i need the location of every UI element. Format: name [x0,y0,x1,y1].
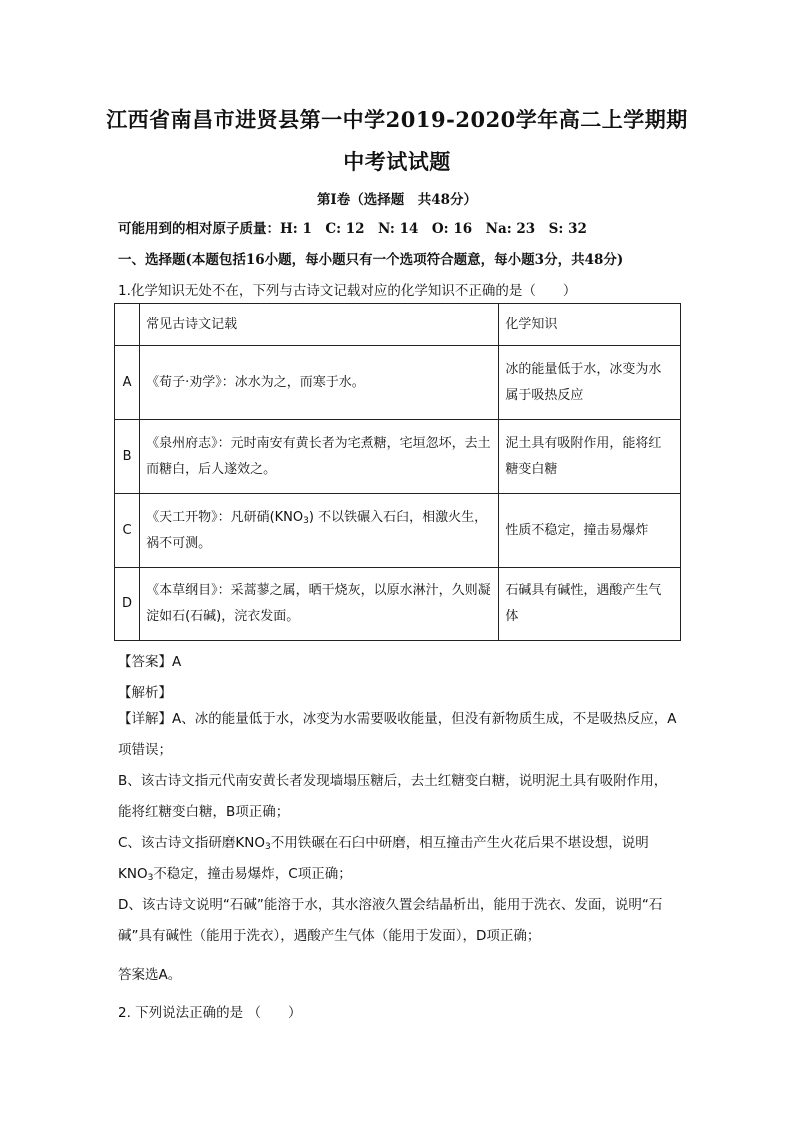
poem-cell: 《本草纲目》：采蒿蓼之属，晒干烧灰，以原水淋汁，久则凝淀如石(石碱)，浣衣发面。 [140,568,499,641]
table-row [115,494,681,568]
part-heading: 一、选择题(本题包括16小题，每小题只有一个选项符合题意，每小题3分，共48分) [118,252,624,268]
option-label: D [115,568,140,641]
page-title: 江西省南昌市进贤县第一中学2019-2020学年高二上学期期 [106,107,688,132]
option-label: A [115,346,140,420]
detail-c-text: C、该古诗文指研磨KNO [118,835,266,851]
knowledge-cell: 冰的能量低于水，冰变为水属于吸热反应 [499,346,681,420]
page-title-continued: 中考试试题 [343,149,451,174]
detail-c-text: 不用铁碾在石臼中研磨，相互撞击产生火花后果不堪设想，说明KNO [118,835,649,882]
table-header-cell [115,304,140,346]
poem-cell: 《荀子·劝学》：冰水为之，而寒于水。 [140,346,499,420]
answer: 【答案】A [118,654,182,670]
atomic-masses: 可能用到的相对原子质量：H: 1 C: 12 N: 14 O: 16 Na: 23 S: 32 [118,221,587,237]
table-row [115,346,681,420]
detail-d: D、该古诗文说明“石碱”能溶于水，其水溶液久置会结晶析出，能用于洗衣、发面，说明“石碱”具有碱性（能用于洗衣），遇酸产生气体（能用于发面），D项正确； [118,897,663,944]
poem-text: 《天工开物》：凡研硝(KNO [146,509,304,525]
option-label: B [115,420,140,494]
table-header-cell: 化学知识 [499,304,681,346]
subscript: 3 [303,515,309,526]
question-1-table [114,303,681,641]
knowledge-cell: 石碱具有碱性，遇酸产生气体 [499,568,681,641]
option-label: C [115,494,140,568]
knowledge-cell: 泥土具有吸附作用，能将红糖变白糖 [499,420,681,494]
analysis-heading: 【解析】 [118,685,172,701]
detail-c [118,828,678,890]
table-row [115,420,681,494]
table-header-row [115,304,681,346]
subscript: 3 [265,842,271,852]
table-header-cell: 常见古诗文记载 [140,304,499,346]
poem-text: ) 不以铁碾入石臼，相激火生，祸不可测。 [146,509,488,551]
subscript: 3 [147,873,154,883]
conclusion: 答案选A。 [118,967,182,983]
question-1-stem: 1.化学知识无处不在，下列与古诗文记载对应的化学知识不正确的是（ ） [118,283,577,299]
poem-cell [140,494,499,568]
question-2-stem: 2. 下列说法正确的是 （ ） [118,1005,302,1021]
table-row [115,568,681,641]
detail-c-text: 不稳定，撞击易爆炸，C项正确； [153,866,352,882]
section-heading: 第Ⅰ卷（选择题 共48分） [316,192,478,208]
poem-cell: 《泉州府志》：元时南安有黄长者为宅煮糖，宅垣忽坏，去土而糖白，后人遂效之。 [140,420,499,494]
detail-b: B、该古诗文指元代南安黄长者发现墙塌压糖后，去土红糖变白糖，说明泥土具有吸附作用，能将红糖变白糖，B项正确； [118,773,668,820]
knowledge-cell: 性质不稳定，撞击易爆炸 [499,494,681,568]
detail-a: 【详解】A、冰的能量低于水，冰变为水需要吸收能量，但没有新物质生成，不是吸热反应，A项错误； [118,711,677,758]
